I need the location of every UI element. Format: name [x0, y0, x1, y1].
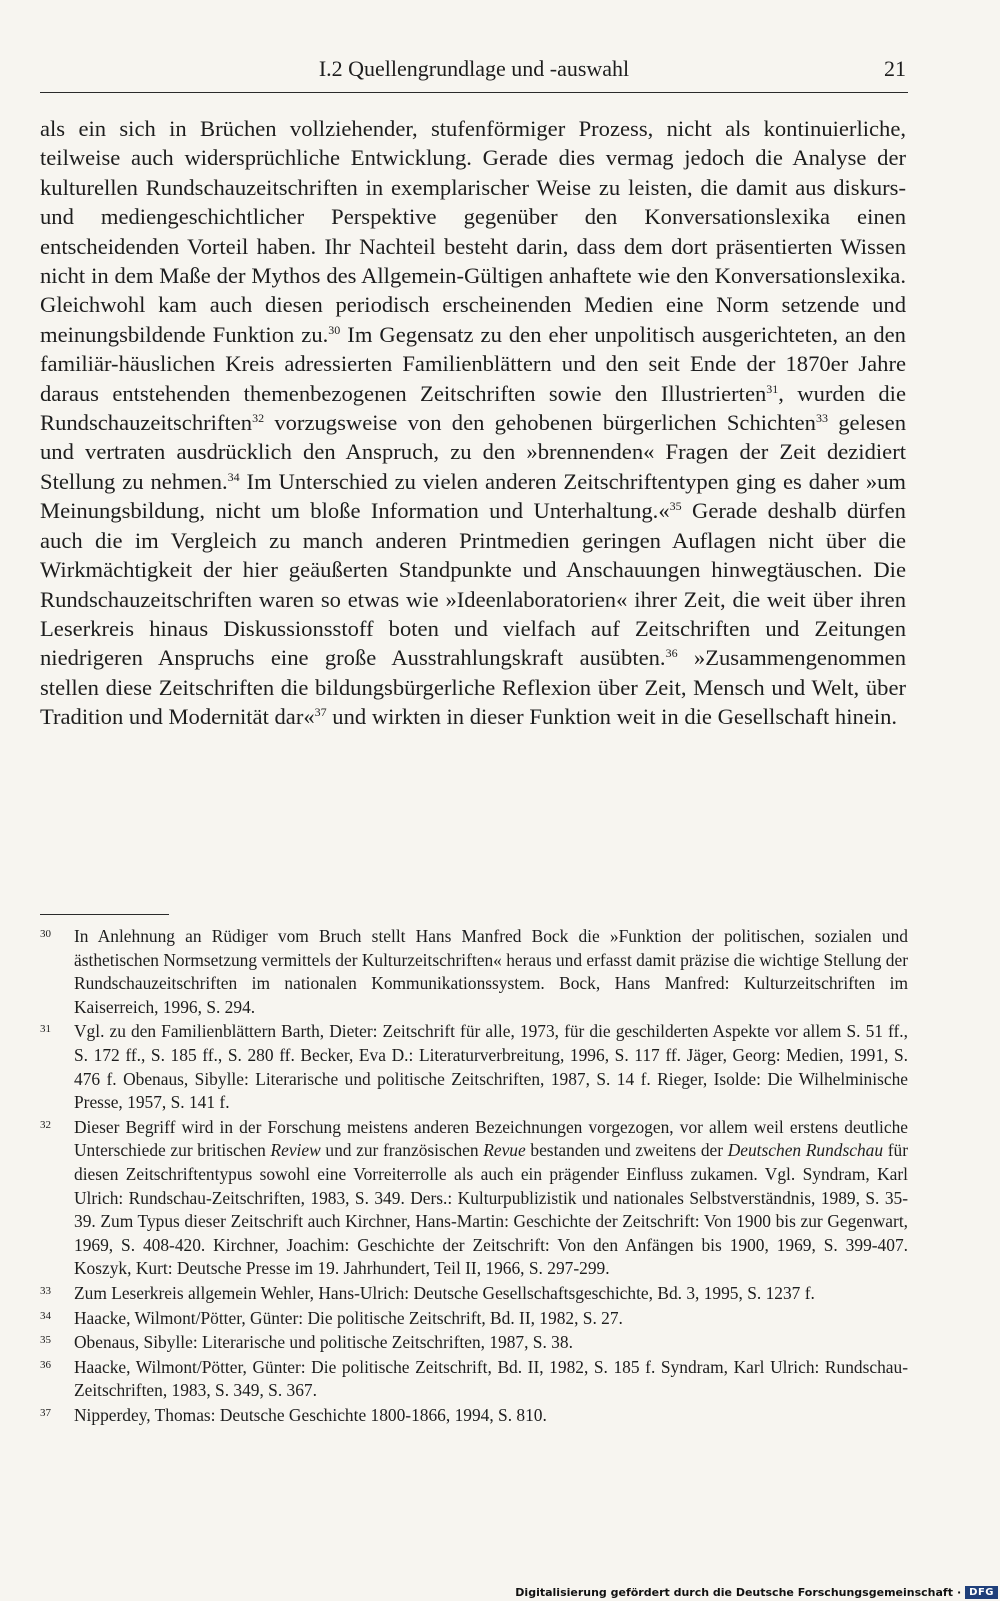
body-text-segment: vorzugsweise von den gehobenen bürgerlichen Schichten [264, 410, 816, 436]
footnote-ref-35[interactable]: 35 [669, 499, 682, 514]
body-text-segment: Gerade deshalb dürfen auch die im Vergleich zu manch anderen Printmedien geringen Auflagen nicht über die Wirkmächtigkeit der hier geäußerten Standpunkte und Anschauungen hinwegtäuschen. Die Rundschauzeitschriften waren so etwas wie »Ideenlaboratorien« ihrer Zeit, die weit über ihren Leserkreis hinaus Diskussionsstoff boten und vielfach auf Zeitschriften und Zeitungen niedrigeren Anspruchs eine große Ausstrahlungskraft ausübten. [40, 498, 906, 671]
footnote-number: 37 [40, 1406, 51, 1419]
running-title: I.2 Quellengrundlage und -auswahl [318, 56, 630, 81]
footnote-text: Haacke, Wilmont/Pötter, Günter: Die politische Zeitschrift, Bd. II, 1982, S. 27. [74, 1307, 623, 1328]
footnote-ref-37[interactable]: 37 [314, 705, 327, 720]
body-text-segment: Im Gegensatz zu den eher unpolitisch ausgerichteten, an den familiär-häuslichen Kreis adressierten Familienblättern und den seit Ende der 1870er Jahre daraus entstehenden themenbezogenen Zeitschriften sowie den Illustrierten [40, 321, 906, 406]
footnote-number: 32 [40, 1118, 51, 1131]
digitization-footer [515, 1583, 1000, 1601]
footnote-31 [40, 1020, 908, 1114]
footnote-ref-32[interactable]: 32 [252, 411, 265, 426]
footnote-35 [40, 1331, 908, 1355]
footnote-36 [40, 1356, 908, 1403]
footnote-number: 35 [40, 1334, 51, 1347]
footnote-number: 31 [40, 1023, 51, 1036]
footnote-text: Haacke, Wilmont/Pötter, Günter: Die politische Zeitschrift, Bd. II, 1982, S. 185 f. Syndram, Karl Ulrich: Rundschau-Zeitschriften, 1983, S. 349, S. 367. [74, 1356, 908, 1401]
footnote-33 [40, 1282, 908, 1306]
dfg-logo-icon: DFG [965, 1586, 998, 1599]
page-number: 21 [884, 56, 906, 81]
footnote-text: Dieser Begriff wird in der Forschung meistens anderen Bezeichnungen vorgezogen, vor allem weil erstens deutliche Unterschiede zur britischen [74, 1116, 908, 1161]
footnote-text: Zum Leserkreis allgemein Wehler, Hans-Ulrich: Deutsche Gesellschaftsgeschichte, Bd. 3, 1995, S. 1237 f. [74, 1282, 815, 1303]
body-text-segment: und wirkten in dieser Funktion weit in die Gesellschaft hinein. [326, 704, 898, 730]
footnote-ref-31[interactable]: 31 [766, 381, 779, 396]
footnote-ref-33[interactable]: 33 [815, 411, 828, 426]
footnote-32 [40, 1116, 908, 1281]
footnote-text: und zur französischen [320, 1140, 484, 1161]
footnote-34 [40, 1307, 908, 1331]
footnote-number: 34 [40, 1309, 51, 1322]
footnote-italic-title: Revue [483, 1140, 526, 1161]
footnote-text: In Anlehnung an Rüdiger vom Bruch stellt Hans Manfred Bock die »Funktion der politischen, sozialen und ästhetischen Normsetzung vermittels der Kulturzeitschriften« heraus und erfasst damit präzise die wichtige Stellung der Rundschauzeitschriften im nationalen Kommunikationssystem. Bock, Hans Manfred: Kulturzeitschriften im Kaiserreich, 1996, S. 294. [74, 926, 909, 1017]
footnote-separator [40, 914, 169, 915]
footnote-text: für diesen Zeitschriftentypus sowohl eine Vorreiterrolle als auch ein prägender Einfluss zukamen. Vgl. Syndram, Karl Ulrich: Rundschau-Zeitschriften, 1983, S. 349. Ders.: Kulturpublizistik und nationales Selbstverständnis, 1989, S. 35-39. Zum Typus dieser Zeitschrift auch Kirchner, Hans-Martin: Geschichte der Zeitschrift: Von 1900 bis zur Gegenwart, 1969, S. 408-420. Kirchner, Joachim: Geschichte der Zeitschrift: Von den Anfängen bis 1900, 1969, S. 399-407. Koszyk, Kurt: Deutsche Presse im 19. Jahrhundert, Teil II, 1966, S. 297-299. [74, 1140, 908, 1279]
footnote-number: 33 [40, 1284, 51, 1297]
body-paragraph [40, 114, 906, 732]
footnotes [40, 925, 908, 1428]
body-text-segment: gelesen und vertraten ausdrücklich den Anspruch, zu den »brennenden« Fragen der Zeit dezidiert Stellung zu nehmen. [40, 410, 906, 494]
footnote-ref-36[interactable]: 36 [665, 646, 678, 661]
footer-separator: · [956, 1585, 962, 1599]
running-head [40, 52, 908, 93]
footnote-ref-34[interactable]: 34 [227, 469, 240, 484]
body-text-segment: , wurden die Rundschauzeitschriften [40, 380, 906, 436]
footnote-italic-title: Deutschen Rundschau [727, 1140, 884, 1161]
footnote-37 [40, 1404, 908, 1428]
footnote-number: 36 [40, 1358, 51, 1371]
footnote-ref-30[interactable]: 30 [328, 322, 341, 337]
body-text-segment: Im Unterschied zu vielen anderen Zeitschriftentypen ging es daher »um Meinungsbildung, nicht um bloße Information und Unterhaltung.« [40, 468, 907, 524]
footnote-italic-title: Review [270, 1140, 321, 1161]
body-text-segment: als ein sich in Brüchen vollziehender, stufenförmiger Prozess, nicht als kontinuierliche, teilweise auch widersprüchliche Entwicklung. Gerade dies vermag jedoch die Analyse der kulturellen Rundschauzeitschriften in exemplarischer Weise zu leisten, die damit aus diskurs- und mediengeschichtlicher Perspektive gegenüber den Konversationslexika einen entscheidenden Vorteil haben. Ihr Nachteil besteht darin, dass dem dort präsentierten Wissen nicht in dem Maße der Mythos des Allgemein-Gültigen anhaftete wie den Konversationslexika. Gleichwohl kam auch diesen periodisch erscheinenden Medien eine Norm setzende und meinungsbildende Funktion zu. [40, 116, 906, 347]
digitization-credit: Digitalisierung gefördert durch die Deutsche Forschungsgemeinschaft [515, 1585, 953, 1599]
footnote-text: Obenaus, Sibylle: Literarische und politische Zeitschriften, 1987, S. 38. [74, 1332, 573, 1353]
footnote-number: 30 [40, 928, 51, 940]
footnote-text: bestanden und zweitens der [525, 1140, 728, 1161]
footnote-text: Nipperdey, Thomas: Deutsche Geschichte 1800-1866, 1994, S. 810. [74, 1404, 547, 1425]
footnote-30 [40, 925, 908, 1019]
footnote-text: Vgl. zu den Familienblättern Barth, Dieter: Zeitschrift für alle, 1973, für die geschilderten Aspekte vor allem S. 51 ff., S. 172 ff., S. 185 ff., S. 280 ff. Becker, Eva D.: Literaturverbreitung, 1996, S. 117 ff. Jäger, Georg: Medien, 1991, S. 476 f. Obenaus, Sibylle: Literarische und politische Zeitschriften, 1987, S. 14 f. Rieger, Isolde: Die Wilhelminische Presse, 1957, S. 141 f. [74, 1021, 908, 1113]
body-text-segment: »Zusammengenommen stellen diese Zeitschriften die bildungsbürgerliche Reflexion über Zeit, Mensch und Welt, über Tradition und Modernität dar« [40, 645, 906, 730]
